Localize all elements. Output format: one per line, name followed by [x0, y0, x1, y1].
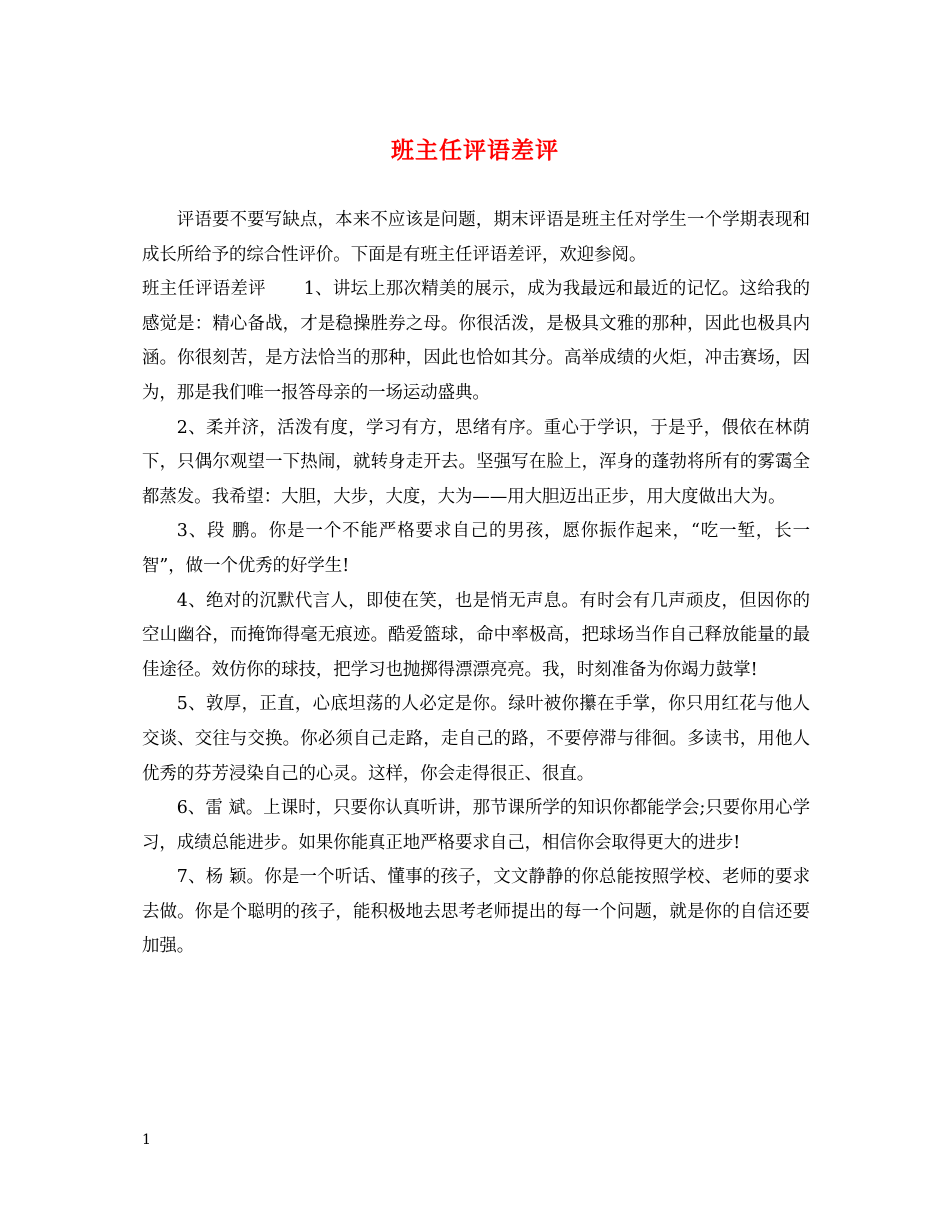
document-body [142, 203, 810, 964]
comment-paragraph: 4、绝对的沉默代言人，即使在笑，也是悄无声息。有时会有几声顽皮，但因你的空山幽谷，而掩饰得毫无痕迹。酷爱篮球，命中率极高，把球场当作自己释放能量的最佳途径。效仿你的球技，把学习也抛掷得漂漂亮亮。我，时刻准备为你竭力鼓掌! [142, 590, 810, 680]
section-label: 班主任评语差评 [142, 279, 266, 300]
comment-paragraph: 3、段 鹏。你是一个不能严格要求自己的男孩，愿你振作起来，“吃一堑，长一智”，做一个优秀的好学生! [142, 521, 810, 576]
comment-paragraph: 6、雷 斌。上课时，只要你认真听讲，那节课所学的知识你都能学会;只要你用心学习，成绩总能进步。如果你能真正地严格要求自己，相信你会取得更大的进步! [142, 798, 810, 853]
comment-text: 1、讲坛上那次精美的展示，成为我最远和最近的记忆。这给我的感觉是：精心备战，才是稳操胜券之母。你很活泼，是极具文雅的那种，因此也极具内涵。你很刻苦，是方法恰当的那种，因此也恰如其分。高举成绩的火炬，冲击赛场，因为，那是我们唯一报答母亲的一场运动盛典。 [142, 279, 810, 403]
intro-paragraph: 评语要不要写缺点，本来不应该是问题，期末评语是班主任对学生一个学期表现和成长所给予的综合性评价。下面是有班主任评语差评，欢迎参阅。 [142, 210, 810, 265]
first-comment-paragraph [142, 272, 810, 410]
comment-paragraph: 7、杨 颖。你是一个听话、懂事的孩子，文文静静的你总能按照学校、老师的要求去做。你是个聪明的孩子，能积极地去思考老师提出的每一个问题，就是你的自信还要加强。 [142, 867, 810, 957]
page-number: 1 [142, 1132, 151, 1148]
comment-paragraph: 2、柔并济，活泼有度，学习有方，思绪有序。重心于学识，于是乎，偎依在林荫下，只偶尔观望一下热闹，就转身走开去。坚强写在脸上，浑身的蓬勃将所有的雾霭全都蒸发。我希望：大胆，大步，大度，大为——用大胆迈出正步，用大度做出大为。 [142, 417, 810, 507]
document-title: 班主任评语差评 [391, 137, 559, 164]
comment-paragraph: 5、敦厚，正直，心底坦荡的人必定是你。绿叶被你攥在手掌，你只用红花与他人交谈、交往与交换。你必须自己走路，走自己的路，不要停滞与徘徊。多读书，用他人优秀的芬芳浸染自己的心灵。这样，你会走得很正、很直。 [142, 694, 810, 784]
